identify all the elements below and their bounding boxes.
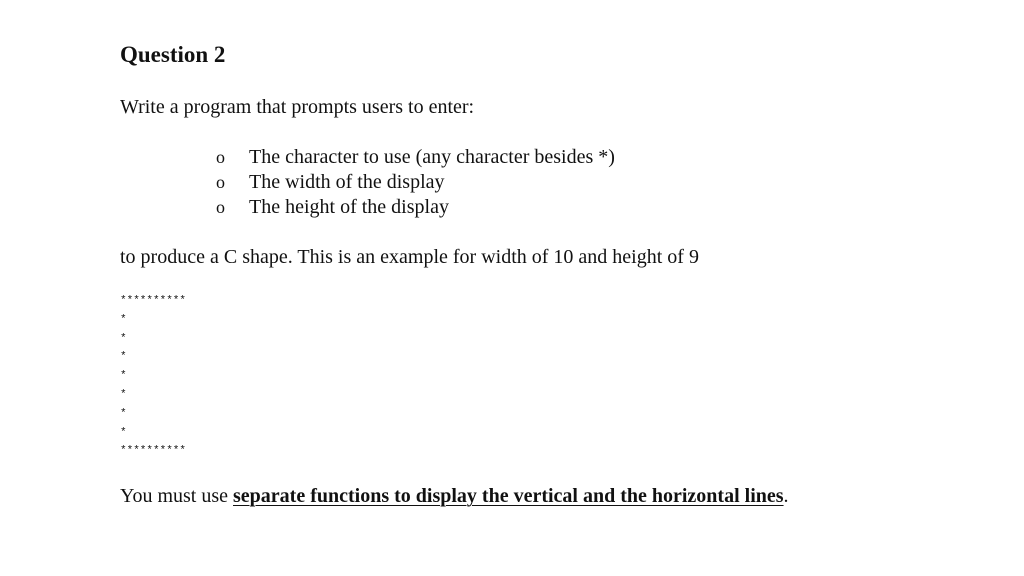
c-shape-example: ********** * * * * * * * **********: [120, 295, 187, 458]
bullet-marker-icon: o: [216, 172, 225, 192]
example-description: to produce a C shape. This is an example for width of 10 and height of 9: [120, 246, 699, 268]
bullet-item-width: [216, 170, 615, 195]
bullet-text-height: The height of the display: [249, 196, 449, 218]
requirement-emphasis: separate functions to display the vertical and the horizontal lines: [233, 485, 784, 507]
question-heading: Question 2: [120, 42, 226, 67]
bullet-marker-icon: o: [216, 197, 225, 217]
intro-text: Write a program that prompts users to enter:: [120, 96, 475, 118]
bullet-text-character: The character to use (any character besides *): [249, 146, 615, 168]
bullet-text-width: The width of the display: [249, 171, 445, 193]
bullet-item-character: [216, 145, 615, 170]
bullet-item-height: [216, 195, 615, 220]
requirement-prefix: You must use: [120, 485, 233, 507]
requirement-suffix: .: [783, 485, 789, 507]
bullet-marker-icon: o: [216, 147, 225, 167]
input-prompts-list: [216, 145, 615, 220]
requirement-text: [120, 484, 789, 508]
